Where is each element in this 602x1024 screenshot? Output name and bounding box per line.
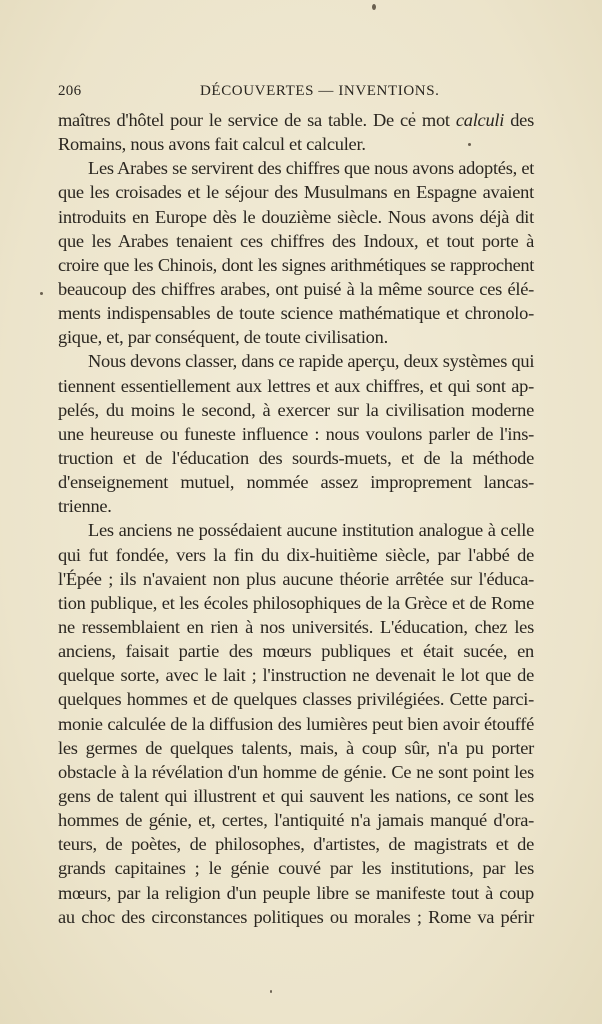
text-line: truction et de l'éducation des sourds-muets, et de la méthode	[58, 447, 534, 468]
text-line: gens de talent qui illustrent et qui sauvent les nations, ce sont les	[58, 785, 534, 806]
text-line: au choc des circonstances politiques ou morales ; Rome va périr	[58, 906, 534, 927]
text-line: l'Épée ; ils n'avaient non plus aucune théorie arrêtée sur l'éduca-	[58, 568, 534, 589]
text-line: les germes de quelques talents, mais, à coup sûr, n'a pu porter	[58, 737, 534, 758]
text-line: croire que les Chinois, dont les signes arithmétiques se rapprochent	[58, 254, 534, 275]
text-line: qui fut fondée, vers la fin du dix-huitième siècle, par l'abbé de	[58, 544, 534, 565]
text-line: hommes de génie, et, certes, l'antiquité n'a jamais manqué d'ora-	[58, 810, 534, 831]
paper-speck	[40, 292, 43, 295]
text-line: mœurs, par la religion d'un peuple libre se manifeste tout à coup	[58, 882, 534, 903]
text-line: que les Arabes tenaient ces chiffres des Indoux, et tout porte à	[58, 230, 534, 251]
text-line: une heureuse ou funeste influence : nous voulons parler de l'ins-	[58, 423, 534, 444]
page-number: 206	[58, 83, 82, 99]
text-line: tiennent essentiellement aux lettres et aux chiffres, et qui sont ap-	[58, 375, 534, 396]
text-line: Romains, nous avons fait calcul et calculer.	[58, 134, 366, 155]
text-line: quelque sorte, avec le lait ; l'instruction ne devenait le lot que de	[58, 665, 534, 686]
text-line: que les croisades et le séjour des Musulmans en Espagne avaient	[58, 182, 534, 203]
text-line: introduits en Europe dès le douzième siècle. Nous avons déjà dit	[58, 206, 534, 227]
paper-speck	[372, 4, 376, 10]
text-line: anciens, faisait partie des mœurs publiques et était sucée, en	[58, 641, 534, 662]
text-line: ne ressemblaient en rien à nos universités. L'éducation, chez les	[58, 616, 534, 637]
text-line: ments indispensables de toute science mathématique et chronolo-	[58, 303, 534, 324]
text-line: tion publique, et les écoles philosophiques de la Grèce et de Rome	[58, 592, 534, 613]
running-head: DÉCOUVERTES — INVENTIONS.	[200, 83, 440, 99]
text-line: monie calculée de la diffusion des lumières peut bien avoir étouffé	[58, 713, 534, 734]
text-line: Les anciens ne possédaient aucune institution analogue à celle	[88, 520, 534, 541]
text-line: obstacle à la révélation d'un homme de génie. Ce ne sont point les	[58, 761, 534, 782]
page-header	[58, 83, 548, 105]
text-line: quelques hommes et de quelques classes privilégiées. Cette parci-	[58, 689, 534, 710]
text-line: pelés, du moins le second, à exercer sur la civilisation moderne	[58, 399, 534, 420]
text-line: grands capitaines ; le génie couvé par les institutions, par les	[58, 858, 534, 879]
text-line: d'enseignement mutuel, nommée assez improprement lancas-	[58, 472, 534, 493]
text-line: teurs, de poètes, de philosophes, d'artistes, de magistrats et de	[58, 834, 534, 855]
text-line: Nous devons classer, dans ce rapide aperçu, deux systèmes qui	[88, 351, 535, 372]
text-line: beaucoup des chiffres arabes, ont puisé à la même source ces élé-	[58, 278, 534, 299]
text-line: Les Arabes se servirent des chiffres que nous avons adoptés, et	[88, 158, 535, 179]
text-line: gique, et, par conséquent, de toute civilisation.	[58, 327, 388, 348]
text-line: maîtres d'hôtel pour le service de sa table. De ce mot calculi des	[58, 110, 534, 130]
paper-speck	[270, 990, 272, 993]
body-text	[58, 108, 534, 929]
italic-word: calculi	[455, 110, 505, 130]
text-line: trienne.	[58, 496, 112, 517]
